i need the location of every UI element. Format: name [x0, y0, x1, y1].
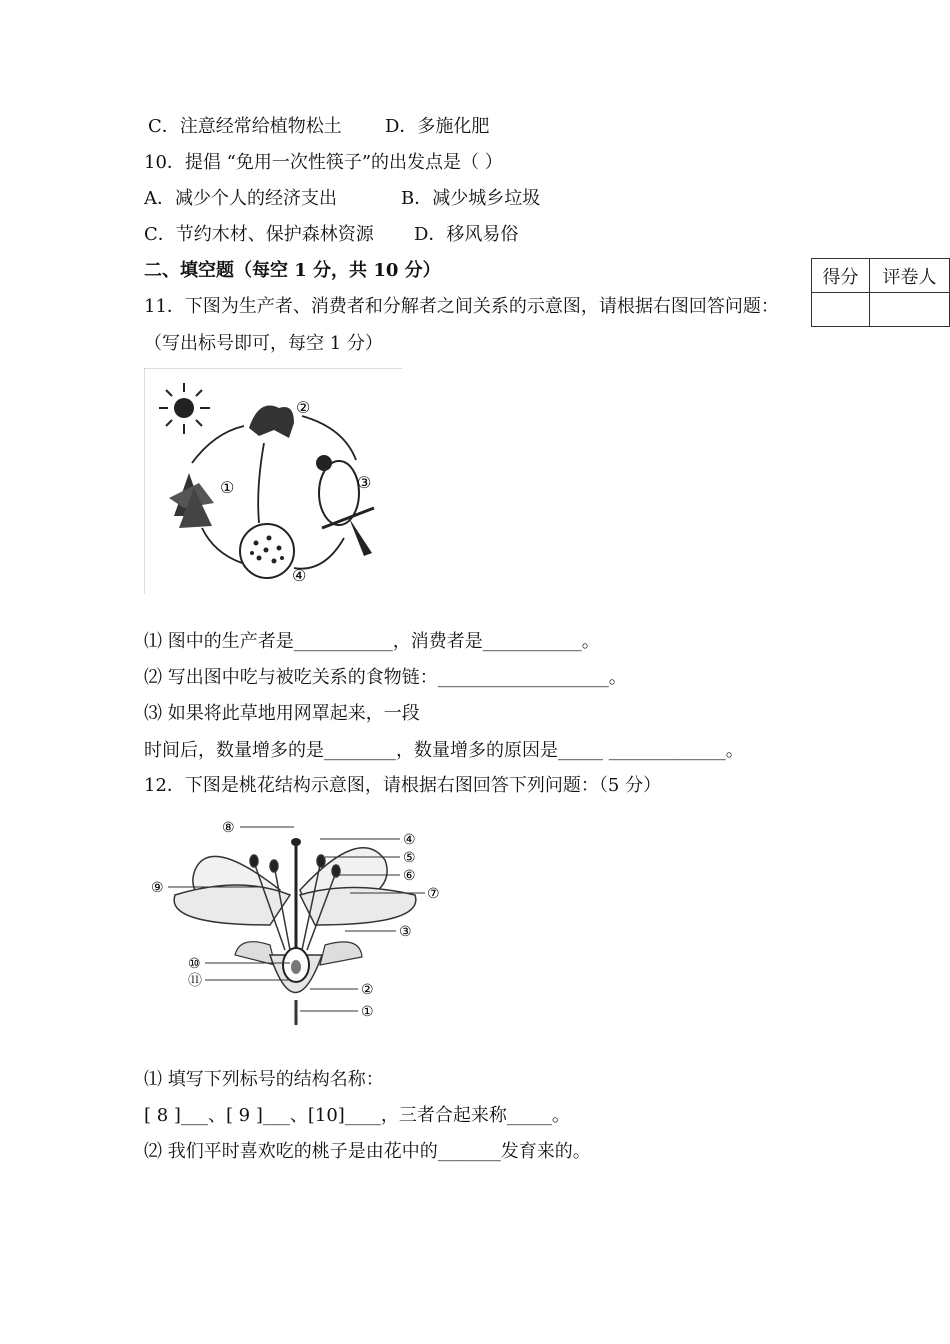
- label-11: ⑪: [188, 973, 202, 989]
- q11-sub1: ⑴ 图中的生产者是___________，消费者是___________。: [144, 631, 600, 652]
- q11-sub2: ⑵ 写出图中吃与被吃关系的食物链：___________________。: [144, 667, 627, 688]
- q10-option-d: D．移风易俗: [414, 224, 519, 245]
- q10-option-b: B．减少城乡垃圾: [401, 188, 541, 209]
- label-4: ④: [403, 832, 416, 848]
- plant-icon: [169, 473, 214, 528]
- label-7: ⑦: [427, 886, 440, 902]
- label-6: ⑥: [403, 868, 416, 884]
- label-2: ②: [361, 982, 374, 998]
- peach-flower-figure: [150, 815, 450, 1030]
- label-5: ⑤: [403, 850, 416, 866]
- label-9: ⑨: [151, 880, 164, 896]
- q9-option-c: C．注意经常给植物松土: [148, 116, 342, 137]
- q12-stem: 12．下图是桃花结构示意图，请根据右图回答下列问题：（5 分）: [144, 775, 662, 796]
- q10-option-a: A．减少个人的经济支出: [144, 188, 337, 209]
- q10-option-c: C．节约木材、保护森林资源: [144, 224, 374, 245]
- label-1: ①: [361, 1004, 374, 1020]
- ecosystem-figure: [144, 368, 404, 596]
- score-header: 得分: [812, 259, 870, 293]
- section-title: 二、填空题（每空 1 分，共 10 分）: [144, 260, 441, 281]
- q12-sub1b: [ 8 ]___、[ 9 ]___、[10]____，三者合起来称_____。: [144, 1105, 570, 1126]
- herbivore-icon: [249, 406, 294, 439]
- bird-icon: [316, 455, 374, 556]
- q11-stem: 11．下图为生产者、消费者和分解者之间关系的示意图，请根据右图回答问题：: [144, 296, 779, 317]
- grader-cell: [870, 293, 950, 327]
- label-8: ⑧: [222, 820, 235, 836]
- q11-sub3a: ⑶ 如果将此草地用网罩起来，一段: [144, 703, 420, 724]
- q9-option-d: D．多施化肥: [385, 116, 490, 137]
- label-1: ①: [220, 478, 235, 497]
- q10-stem: 10．提倡 “免用一次性筷子”的出发点是（ ）: [144, 152, 503, 173]
- q12-sub2: ⑵ 我们平时喜欢吃的桃子是由花中的_______发育来的。: [144, 1141, 591, 1162]
- grader-header: 评卷人: [870, 259, 950, 293]
- label-2: ②: [296, 398, 311, 417]
- score-cell: [812, 293, 870, 327]
- label-3: ③: [399, 924, 412, 940]
- label-3: ③: [357, 473, 372, 492]
- q11-sub3b: 时间后，数量增多的是________，数量增多的原因是_____ _____________。: [144, 740, 744, 761]
- label-4: ④: [292, 566, 307, 585]
- score-table: [811, 258, 950, 327]
- sun-icon: [159, 383, 210, 434]
- q12-sub1a: ⑴ 填写下列标号的结构名称：: [144, 1069, 384, 1090]
- decomposer-icon: [240, 524, 294, 578]
- label-10: ⑩: [188, 956, 201, 972]
- q11-note: （写出标号即可，每空 1 分）: [144, 333, 383, 354]
